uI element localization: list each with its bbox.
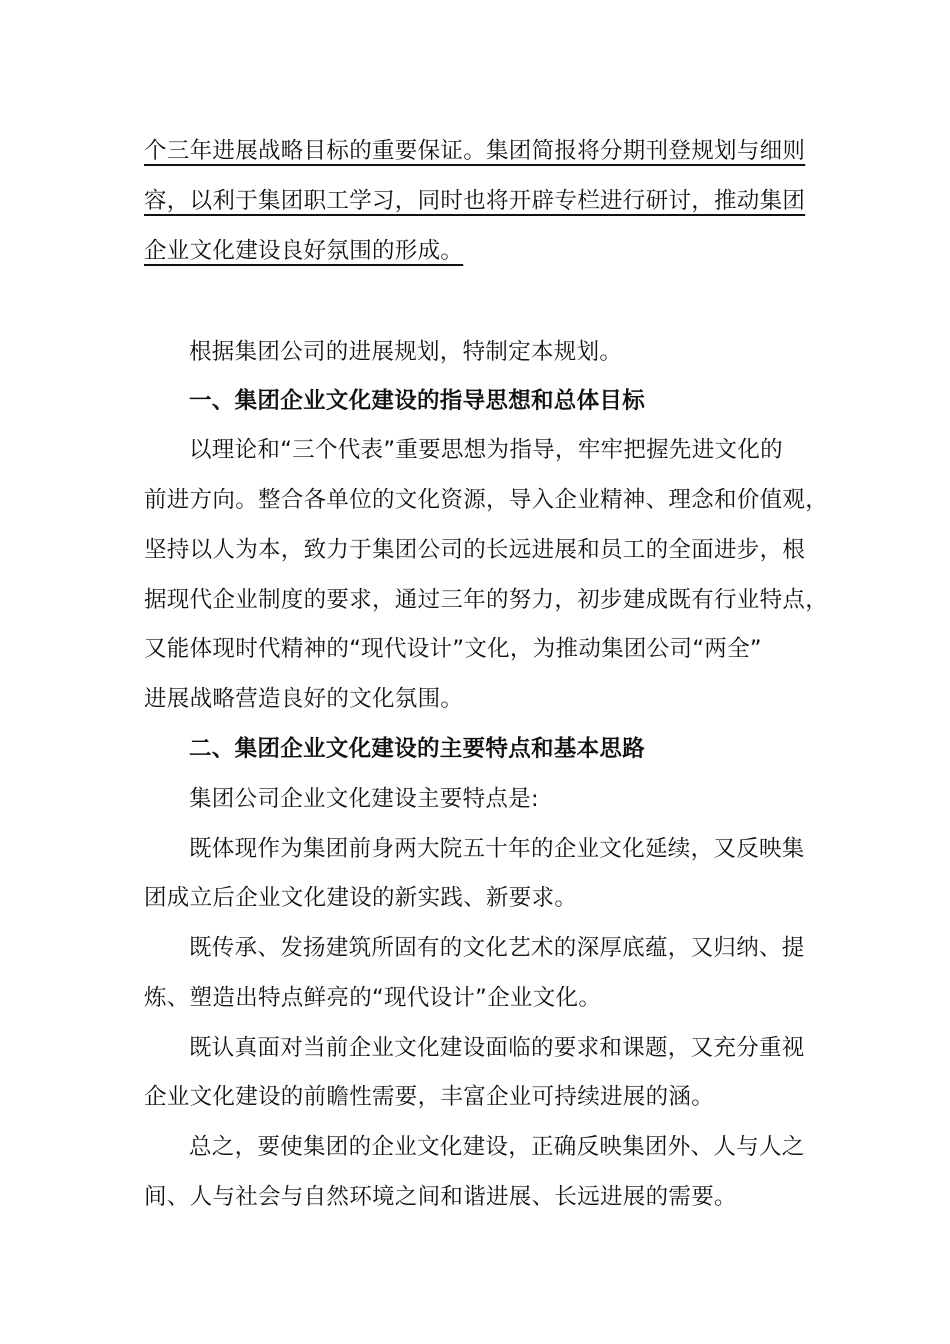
section-1-line-6: 进展战略营造良好的文化氛围。 bbox=[144, 686, 464, 712]
section-2-item-1-line-2: 团成立后企业文化建设的新实践、新要求。 bbox=[144, 885, 578, 911]
section-1-line-5: 又能体现时代精神的“现代设计”文化，为推动集团公司“两全” bbox=[144, 636, 762, 662]
basis-paragraph: 根据集团公司的进展规划，特制定本规划。 bbox=[189, 339, 623, 365]
section-2-item-2-line-1: 既传承、发扬建筑所固有的文化艺术的深厚底蕴，又归纳、提 bbox=[189, 935, 805, 961]
section-2-item-3-line-1: 既认真面对当前企业文化建设面临的要求和课题，又充分重视 bbox=[189, 1035, 805, 1061]
intro-line-2: 容，以利于集团职工学习，同时也将开辟专栏进行研讨，推动集团 bbox=[144, 188, 806, 214]
intro-line-3 bbox=[144, 236, 481, 266]
section-2-item-3-line-2: 企业文化建设的前瞻性需要，丰富企业可持续进展的涵。 bbox=[144, 1084, 715, 1110]
section-2-item-1-line-1: 既体现作为集团前身两大院五十年的企业文化延续，又反映集 bbox=[189, 836, 805, 862]
section-2-item-2-line-2: 炼、塑造出特点鲜亮的“现代设计”企业文化。 bbox=[144, 985, 602, 1011]
section-1-line-2: 前进方向。整合各单位的文化资源，导入企业精神、理念和价值观， bbox=[144, 487, 829, 513]
section-1-line-1: 以理论和“三个代表”重要思想为指导，牢牢把握先进文化的 bbox=[189, 437, 783, 463]
section-2-summary-line-1: 总之，要使集团的企业文化建设，正确反映集团外、人与人之 bbox=[189, 1134, 805, 1160]
section-1-heading: 一、集团企业文化建设的指导思想和总体目标 bbox=[189, 388, 646, 414]
section-1-line-4: 据现代企业制度的要求，通过三年的努力，初步建成既有行业特点， bbox=[144, 587, 829, 613]
intro-line-1: 个三年进展战略目标的重要保证。集团简报将分期刊登规划与细则 bbox=[144, 138, 806, 164]
section-1-line-3: 坚持以人为本，致力于集团公司的长远进展和员工的全面进步，根 bbox=[144, 537, 806, 563]
section-2-heading: 二、集团企业文化建设的主要特点和基本思路 bbox=[189, 736, 646, 762]
intro-line-3-text: 企业文化建设良好氛围的形成。 bbox=[144, 238, 464, 264]
section-2-summary-line-2: 间、人与社会与自然环境之间和谐进展、长远进展的需要。 bbox=[144, 1184, 737, 1210]
section-2-intro: 集团公司企业文化建设主要特点是: bbox=[189, 786, 539, 812]
